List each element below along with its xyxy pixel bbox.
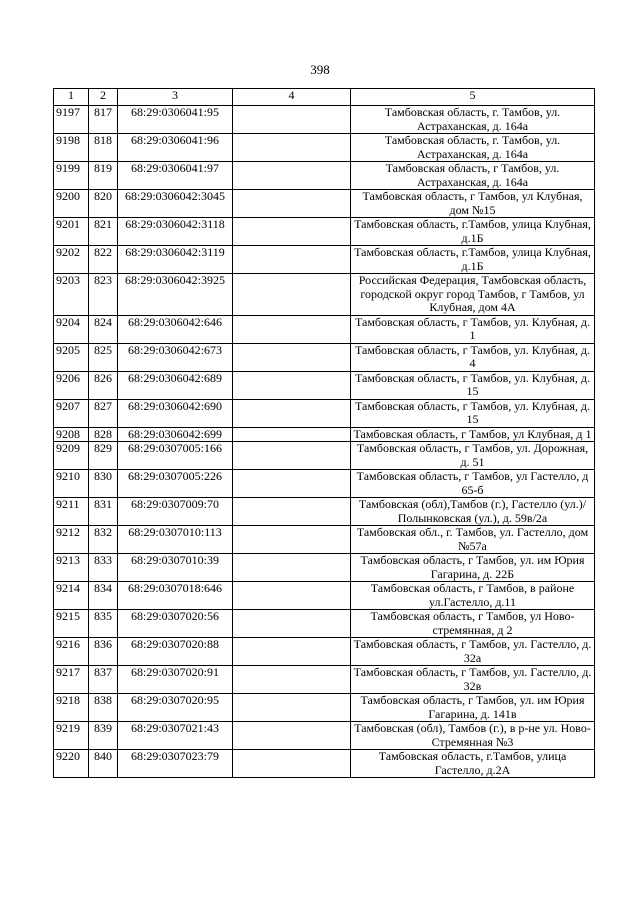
empty-cell [233, 343, 351, 371]
empty-cell [233, 315, 351, 343]
address-cell: Тамбовская область, г Тамбов, ул. Клубная, д. 15 [351, 371, 595, 399]
row-number-cell: 9209 [54, 442, 89, 470]
item-number-cell: 825 [89, 343, 118, 371]
table-row [54, 694, 595, 722]
empty-cell [233, 134, 351, 162]
table-row [54, 442, 595, 470]
empty-cell [233, 371, 351, 399]
table-row [54, 722, 595, 750]
item-number-cell: 822 [89, 246, 118, 274]
cadastral-number-cell: 68:29:0306041:97 [118, 162, 233, 190]
row-number-cell: 9206 [54, 371, 89, 399]
item-number-cell: 830 [89, 470, 118, 498]
item-number-cell: 836 [89, 638, 118, 666]
empty-cell [233, 722, 351, 750]
cadastral-number-cell: 68:29:0306042:3118 [118, 218, 233, 246]
row-number-cell: 9197 [54, 106, 89, 134]
column-header: 4 [233, 89, 351, 106]
table-row [54, 582, 595, 610]
address-cell: Тамбовская область, г Тамбов, ул. Клубная, д. 15 [351, 399, 595, 427]
table-row [54, 134, 595, 162]
address-cell: Тамбовская область, г.Тамбов, улица Клубная, д.1Б [351, 218, 595, 246]
table-row [54, 246, 595, 274]
empty-cell [233, 582, 351, 610]
item-number-cell: 824 [89, 315, 118, 343]
table-row [54, 343, 595, 371]
row-number-cell: 9202 [54, 246, 89, 274]
row-number-cell: 9217 [54, 666, 89, 694]
cadastral-number-cell: 68:29:0306042:673 [118, 343, 233, 371]
row-number-cell: 9208 [54, 427, 89, 442]
table-row [54, 315, 595, 343]
cadastral-number-cell: 68:29:0306042:3045 [118, 190, 233, 218]
table-row [54, 399, 595, 427]
cadastral-number-cell: 68:29:0307021:43 [118, 722, 233, 750]
empty-cell [233, 442, 351, 470]
table-row [54, 427, 595, 442]
address-cell: Тамбовская область, г.Тамбов, улица Клубная, д.1Б [351, 246, 595, 274]
cadastral-number-cell: 68:29:0306042:646 [118, 315, 233, 343]
empty-cell [233, 526, 351, 554]
item-number-cell: 820 [89, 190, 118, 218]
cadastral-number-cell: 68:29:0307009:70 [118, 498, 233, 526]
item-number-cell: 826 [89, 371, 118, 399]
row-number-cell: 9200 [54, 190, 89, 218]
table-row [54, 610, 595, 638]
column-header: 5 [351, 89, 595, 106]
item-number-cell: 821 [89, 218, 118, 246]
empty-cell [233, 246, 351, 274]
row-number-cell: 9211 [54, 498, 89, 526]
table-row [54, 274, 595, 316]
cadastral-number-cell: 68:29:0306042:3119 [118, 246, 233, 274]
table-row [54, 106, 595, 134]
row-number-cell: 9212 [54, 526, 89, 554]
row-number-cell: 9213 [54, 554, 89, 582]
empty-cell [233, 750, 351, 778]
row-number-cell: 9205 [54, 343, 89, 371]
cadastral-number-cell: 68:29:0306042:3925 [118, 274, 233, 316]
address-cell: Тамбовская область, г Тамбов, ул. Гастелло, д. 32в [351, 666, 595, 694]
address-cell: Тамбовская область, г Тамбов, ул. Клубная, д. 1 [351, 315, 595, 343]
address-cell: Тамбовская область, г Тамбов, ул. им Юрия Гагарина, д. 22Б [351, 554, 595, 582]
address-cell: Тамбовская область, г Тамбов, ул. Астраханская, д. 164а [351, 162, 595, 190]
item-number-cell: 828 [89, 427, 118, 442]
row-number-cell: 9201 [54, 218, 89, 246]
item-number-cell: 832 [89, 526, 118, 554]
empty-cell [233, 218, 351, 246]
empty-cell [233, 610, 351, 638]
table-row [54, 554, 595, 582]
cadastral-number-cell: 68:29:0307020:88 [118, 638, 233, 666]
empty-cell [233, 694, 351, 722]
address-cell: Тамбовская область, г Тамбов, ул. Клубная, д. 4 [351, 343, 595, 371]
address-cell: Тамбовская область, г. Тамбов, ул. Астраханская, д. 164а [351, 134, 595, 162]
row-number-cell: 9220 [54, 750, 89, 778]
item-number-cell: 835 [89, 610, 118, 638]
page-number: 398 [310, 62, 330, 77]
cadastral-number-cell: 68:29:0307018:646 [118, 582, 233, 610]
address-cell: Тамбовская область, г Тамбов, ул. Дорожная, д. 51 [351, 442, 595, 470]
row-number-cell: 9218 [54, 694, 89, 722]
empty-cell [233, 427, 351, 442]
item-number-cell: 838 [89, 694, 118, 722]
row-number-cell: 9203 [54, 274, 89, 316]
address-cell: Тамбовская область, г Тамбов, ул Гастелло, д 65-б [351, 470, 595, 498]
empty-cell [233, 638, 351, 666]
address-cell: Тамбовская область, г. Тамбов, ул. Астраханская, д. 164а [351, 106, 595, 134]
empty-cell [233, 162, 351, 190]
cadastral-number-cell: 68:29:0306042:699 [118, 427, 233, 442]
row-number-cell: 9198 [54, 134, 89, 162]
row-number-cell: 9215 [54, 610, 89, 638]
item-number-cell: 829 [89, 442, 118, 470]
item-number-cell: 818 [89, 134, 118, 162]
address-cell: Тамбовская область, г Тамбов, ул Клубная, д 1 [351, 427, 595, 442]
cadastral-number-cell: 68:29:0306041:96 [118, 134, 233, 162]
empty-cell [233, 470, 351, 498]
cadastral-number-cell: 68:29:0307010:113 [118, 526, 233, 554]
item-number-cell: 839 [89, 722, 118, 750]
address-cell: Тамбовская область, г Тамбов, ул Клубная, дом №15 [351, 190, 595, 218]
cadastral-number-cell: 68:29:0306041:95 [118, 106, 233, 134]
row-number-cell: 9207 [54, 399, 89, 427]
item-number-cell: 827 [89, 399, 118, 427]
item-number-cell: 837 [89, 666, 118, 694]
table-row [54, 218, 595, 246]
table-row [54, 190, 595, 218]
item-number-cell: 817 [89, 106, 118, 134]
cadastral-number-cell: 68:29:0307005:226 [118, 470, 233, 498]
table-row [54, 638, 595, 666]
cadastral-number-cell: 68:29:0307020:95 [118, 694, 233, 722]
cadastral-number-cell: 68:29:0306042:690 [118, 399, 233, 427]
item-number-cell: 833 [89, 554, 118, 582]
cadastral-number-cell: 68:29:0307010:39 [118, 554, 233, 582]
item-number-cell: 823 [89, 274, 118, 316]
cadastral-number-cell: 68:29:0307020:91 [118, 666, 233, 694]
empty-cell [233, 106, 351, 134]
table-row [54, 162, 595, 190]
empty-cell [233, 554, 351, 582]
table-row [54, 750, 595, 778]
cadastral-number-cell: 68:29:0306042:689 [118, 371, 233, 399]
column-header: 2 [89, 89, 118, 106]
empty-cell [233, 274, 351, 316]
table-row [54, 526, 595, 554]
address-cell: Тамбовская область, г.Тамбов, улица Гастелло, д.2А [351, 750, 595, 778]
address-cell: Тамбовская область, г Тамбов, ул. им Юрия Гагарина, д. 141в [351, 694, 595, 722]
column-header: 1 [54, 89, 89, 106]
item-number-cell: 831 [89, 498, 118, 526]
table-header-row [54, 89, 595, 106]
empty-cell [233, 498, 351, 526]
cadastral-number-cell: 68:29:0307005:166 [118, 442, 233, 470]
row-number-cell: 9204 [54, 315, 89, 343]
item-number-cell: 834 [89, 582, 118, 610]
column-header: 3 [118, 89, 233, 106]
table-row [54, 666, 595, 694]
table-row [54, 470, 595, 498]
registry-table [53, 88, 595, 778]
cadastral-number-cell: 68:29:0307020:56 [118, 610, 233, 638]
address-cell: Тамбовская область, г Тамбов, ул. Гастелло, д. 32а [351, 638, 595, 666]
cadastral-number-cell: 68:29:0307023:79 [118, 750, 233, 778]
address-cell: Тамбовская область, г Тамбов, в районе ул.Гастелло, д.11 [351, 582, 595, 610]
row-number-cell: 9219 [54, 722, 89, 750]
address-cell: Тамбовская область, г Тамбов, ул Ново-стремянная, д 2 [351, 610, 595, 638]
table-row [54, 498, 595, 526]
row-number-cell: 9210 [54, 470, 89, 498]
address-cell: Российская Федерация, Тамбовская область, городской округ город Тамбов, г Тамбов, ул Клубная, дом 4А [351, 274, 595, 316]
address-cell: Тамбовская (обл), Тамбов (г.), в р-не ул. Ново-Стремянная №3 [351, 722, 595, 750]
table-row [54, 371, 595, 399]
row-number-cell: 9199 [54, 162, 89, 190]
empty-cell [233, 399, 351, 427]
item-number-cell: 819 [89, 162, 118, 190]
row-number-cell: 9214 [54, 582, 89, 610]
registry-table-body [54, 89, 595, 778]
empty-cell [233, 190, 351, 218]
row-number-cell: 9216 [54, 638, 89, 666]
item-number-cell: 840 [89, 750, 118, 778]
empty-cell [233, 666, 351, 694]
address-cell: Тамбовская (обл),Тамбов (г.), Гастелло (ул.)/Полынковская (ул.), д. 59в/2а [351, 498, 595, 526]
address-cell: Тамбовская обл., г. Тамбов, ул. Гастелло, дом №57а [351, 526, 595, 554]
